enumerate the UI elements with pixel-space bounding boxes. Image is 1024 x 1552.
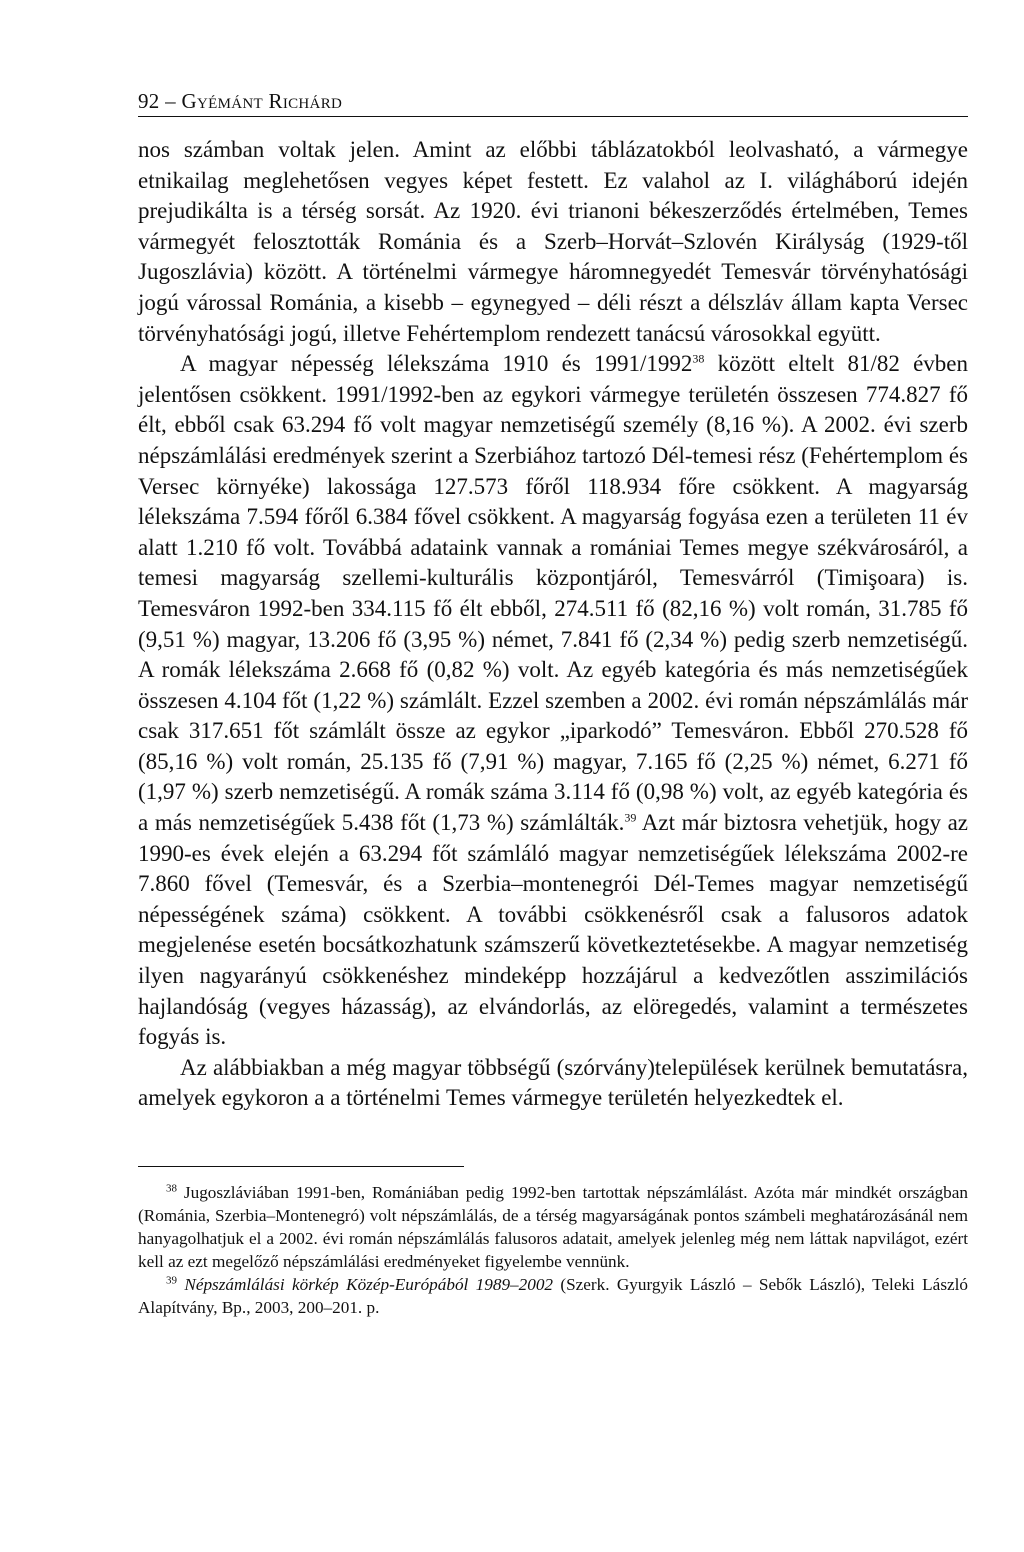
footnote-39: [138, 1273, 968, 1319]
running-head: [138, 88, 968, 117]
paragraph-3: Az alábbiakban a még magyar többségű (szórvány)települések kerülnek bemutatásra, amelyek egykoron a a történelmi Temes vármegye területén helyezkedtek el.: [138, 1054, 968, 1111]
body-text: [138, 135, 968, 1114]
paragraph-2-part-3: Azt már biztosra vehetjük, hogy az 1990-es évek elején a 63.294 főt számláló magyar nemzetiségűek lélekszáma 2002-re 7.860 fővel (Temesvár, és a Szerbia–montenegrói Dél-Temes magyar nemzetiségű népességének száma) csökkent. A további csökkenésről csak a falusoros adatok megjelenése esetén bocsátkozhatunk számszerű következtetésekbe. A magyar nemzetiség ilyen nagyarányú csökkenéshez mindeképp hozzájárul a kedvezőtlen asszimilációs hajlandóság (vegyes házasság), az elvándorlás, az elöregedés, valamint a természetes fogyás is.: [138, 810, 969, 1050]
footnotes: [138, 1181, 968, 1319]
paragraph-2-part-2: között eltelt 81/82 évben jelentősen csökkent. 1991/1992-ben az egykori vármegye területén összesen 774.827 fő élt, ebből csak 63.294 fő volt magyar nemzetiségű személy (8,16 %). A 2002. évi szerb népszámlálási eredmények szerint a Szerbiához tartozó Dél-temesi rész (Fehértemplom és Versec környéke) lakossága 127.573 főről 118.934 főre csökkent. A magyarság lélekszáma 7.594 főről 6.384 fővel csökkent. A magyarság fogyása ezen a területen 11 év alatt 1.210 fő volt. Továbbá adataink vannak a romániai Temes megye székvárosáról, a temesi magyarság szellemi-kulturális központjáról, Temesvárról (Timişoara) is. Temesváron 1992-ben 334.115 fő élt ebből, 274.511 fő (82,16 %) volt román, 31.785 fő (9,51 %) magyar, 13.206 fő (3,95 %) német, 7.841 fő (2,34 %) pedig szerb nemzetiségű. A romák lélekszáma 2.668 fő (0,82 %) volt. Az egyéb kategória és más nemzetiségűek összesen 4.104 főt (1,22 %) számlált. Ezzel szemben a 2002. évi román népszámlálás már csak 317.651 főt számlált össze az egykor „iparkodó” Temesváron. Ebből 270.528 fő (85,16 %) volt román, 25.135 fő (7,91 %) magyar, 7.165 fő (2,25 %) német, 6.271 fő (1,97 %) szerb nemzetiségű. A romák száma 3.114 fő (0,98 %) volt, az egyéb kategória és a más nemzetiségűek 5.438 főt (1,73 %) számlálták.: [138, 351, 969, 836]
footnote-ref-39: 39: [624, 810, 637, 825]
footnote-divider: [138, 1166, 464, 1167]
footnote-39-number: 39: [166, 1274, 177, 1287]
page-number: 92: [138, 89, 160, 113]
footnote-38-number: 38: [166, 1182, 177, 1195]
paragraph-1: nos számban voltak jelen. Amint az előbbi táblázatokból leolvasható, a vármegye etnikailag meglehetősen vegyes képet festett. Ez valahol az I. világháború idején prejudikálta is a térség sorsát. Az 1920. évi trianoni békeszerződés értelmében, Temes vármegyét felosztották Románia és a Szerb–Horvát–Szlovén Királyság (1929-től Jugoszlávia) között. A történelmi vármegye háromnegyedét Temesvár törvényhatósági jogú várossal Románia, a kisebb – egynegyed – déli részt a délszláv állam kapta Versec törvényhatósági jogú, illetve Fehértemplom rendezett tanácsú városokkal együtt.: [138, 137, 968, 346]
footnote-39-title: Népszámlálási körkép Közép-Európából 1989–2002: [184, 1275, 554, 1294]
footnote-ref-38: 38: [692, 351, 705, 366]
header-separator: –: [165, 89, 176, 113]
paragraph-2-part-1: A magyar népesség lélekszáma 1910 és 1991/1992: [180, 351, 693, 377]
paragraph-2: [138, 349, 968, 1053]
footnote-38-text: Jugoszláviában 1991-ben, Romániában pedig 1992-ben tartottak népszámlálást. Azóta már mindkét országban (Románia, Szerbia–Montenegró) volt népszámlálás, de a térség magyarságának pontos számbeli meghatározásánál nem hanyagolhatjuk el a 2002. évi román népszámlálás falusoros adatait, amelyek jelenleg még nem láttak napvilágot, ezért kell az ezt megelőző népszámlálási eredményeket figyelembe vennünk.: [138, 1183, 968, 1271]
footnote-39-text: (Szerk. Gyurgyik László – Sebők László), Teleki László Alapítvány, Bp., 2003, 200–201. p.: [138, 1275, 969, 1317]
footnote-38: [138, 1181, 968, 1273]
book-page: [138, 88, 968, 1319]
author-name: Gyémánt Richárd: [181, 89, 343, 113]
